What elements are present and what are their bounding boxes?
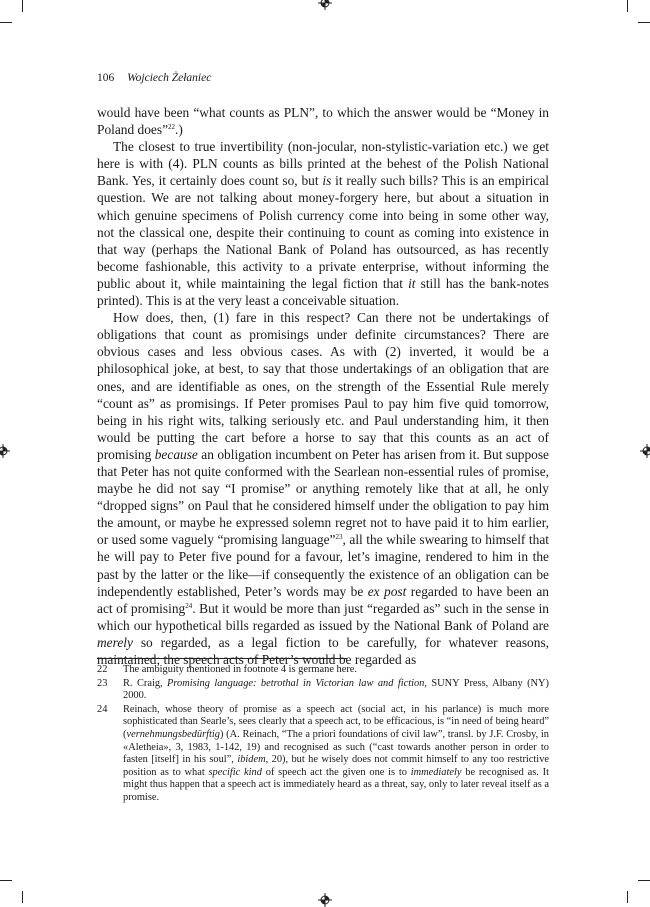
- italic-text: immediately: [410, 766, 462, 778]
- registration-mark-left: [0, 444, 10, 458]
- text-run: so regarded, as a legal fiction to be carefully, for whatever reasons, maintained; the speech acts of Peter’s would be regarded as: [97, 634, 549, 667]
- footnote-reference: 23: [335, 533, 343, 542]
- crop-mark-bottom-left-vertical: [22, 891, 23, 903]
- italic-text: ex post: [367, 583, 407, 599]
- text-run: How does, then, (1) fare in this respect? Can there not be undertakings of obligations that count as promisings under definite circumstances? There are obvious cases and less obvious cases. As with (2) inverted, it would be a philosophical joke, at best, to say that those undertakings of an obligation that are ones, and are identifiable as ones, on the strength of the Essential Rule merely “count as” as promisings. If Peter promises Paul to pay him five quid tomorrow, being in his right wits, talking seriously etc. and Paul understanding him, it then would be putting the cart before a horse to say that this counts as an act of promising: [97, 310, 549, 462]
- text-run: an obligation incumbent on Peter has arisen from it. But suppose that Peter has not quite conformed with the Searlean non-essential rules of promise, maybe he did not say “I promise” or anything remotely like that at all, he only “dropped signs” on Paul that he considered himself under the obligation to pay him the amount, or maybe he expressed solemn regret not to have paid it to him earlier, or used some vaguely “promising language”: [97, 446, 550, 548]
- footnote: [97, 704, 549, 805]
- registration-mark-bottom: [318, 893, 332, 907]
- text-run: of speech act the given one is to: [261, 766, 411, 778]
- text-run: , 20), but he wisely does not commit himself to any too restrictive position as to what: [123, 754, 549, 778]
- footnotes: [97, 664, 549, 806]
- paragraph-invertibility: [97, 138, 549, 309]
- crop-mark-top-left-vertical: [22, 0, 23, 12]
- crop-mark-bottom-right-horizontal: [638, 880, 650, 881]
- italic-text: merely: [97, 634, 133, 650]
- crop-mark-bottom-right-vertical: [627, 891, 628, 903]
- crop-mark-top-right-horizontal: [638, 22, 650, 23]
- text-run: The ambiguity mentioned in footnote 4 is germane here.: [123, 664, 358, 675]
- text-run: SUNY Press, Albany (NY) 2000.: [123, 677, 549, 702]
- italic-text: vernehmungsbedürftig: [126, 728, 220, 740]
- footnote-number: 24: [97, 703, 108, 715]
- running-header-author: Wojciech Żełaniec: [127, 72, 212, 84]
- text-run: still has the bank-notes printed). This is at the very least a conceivable situation.: [97, 275, 549, 309]
- page-number: 106: [97, 72, 115, 84]
- text-run: be recognised as. It might thus happen that a speech act is immediately heard as a threat, say, only to later reveal itself as a promise.: [123, 766, 549, 803]
- footnote-number: 23: [97, 677, 108, 689]
- crop-mark-bottom-left-horizontal: [0, 880, 12, 881]
- paragraph-promising: [97, 309, 549, 668]
- text-run: Reinach, whose theory of promise as a speech act (social act, in his parlance) is much more sophisticated than Searle’s, sees clearly that a speech act, to be efficacious, is “in need of being heard” (: [123, 703, 549, 740]
- footnote-reference: 24: [185, 601, 193, 610]
- text-run: . But it would be more than just “regarded as” such in the sense in which our hypothetical bills regarded as issued by the National Bank of Poland are: [97, 600, 549, 633]
- footnote-reference: 22: [168, 123, 176, 132]
- text-run: it really such bills? This is an empirical question. We are not talking about money-forgery here, but about a situation in which genuine specimens of Polish currency come into being in some other way, not the classical one, despite their continuing to count as coming into existence in that way (perhaps the National Bank of Poland has outsourced, as has recently become fashionable, this activity to a private enterprise, without informing the public about it, while maintaining the legal fiction that: [97, 173, 549, 291]
- footnote-text: [123, 664, 549, 677]
- footnote-separator: [97, 658, 347, 659]
- body-text: [97, 104, 549, 668]
- paragraph-continued: [97, 104, 549, 138]
- footnote-number: 22: [97, 664, 108, 675]
- text-run: regarded to have been an act of promising: [97, 583, 549, 616]
- text-run: .): [175, 122, 183, 138]
- text-run: , all the while swearing to himself that he will pay to Peter five pound for a favour, let’s imagine, rendered to him in the past by the latter or the like—if consequently the existence of an obligation can be independently established, Peter’s words may be: [97, 532, 549, 599]
- footnote: [97, 678, 549, 703]
- italic-text: it: [408, 275, 416, 291]
- italic-text: specific kind: [208, 766, 262, 778]
- footnote-text: [123, 704, 549, 805]
- text-run: The closest to true invertibility (non-jocular, non-stylistic-variation etc.) we get here is with (4). PLN counts as bills printed at the behest of the Polish National Bank. Yes, it certainly does count so, but: [97, 139, 549, 189]
- text-run: would have been “what counts as PLN”, to which the answer would be “Money in Poland does”: [97, 105, 549, 138]
- footnote-text: [123, 678, 549, 703]
- registration-mark-top: [318, 0, 332, 10]
- text-run: ) (A. Reinach, “The a priori foundations of civil law”, transl. by J.F. Crosby, in «Aletheia», 3, 1983, 1-142, 19) and recognised as such (“cast towards another person in order to fasten [itself] in his soul”,: [123, 728, 549, 766]
- registration-mark-right: [640, 444, 650, 458]
- text-run: R. Craig,: [123, 677, 168, 689]
- crop-mark-top-left-horizontal: [0, 22, 12, 23]
- footnote: [97, 664, 549, 677]
- italic-text: ibidem: [237, 754, 266, 766]
- running-header: [97, 71, 549, 85]
- italic-text: is: [322, 173, 332, 189]
- italic-text: Promising language: betrothal in Victorian law and fiction,: [167, 677, 427, 689]
- italic-text: because: [154, 446, 198, 462]
- crop-mark-top-right-vertical: [627, 0, 628, 12]
